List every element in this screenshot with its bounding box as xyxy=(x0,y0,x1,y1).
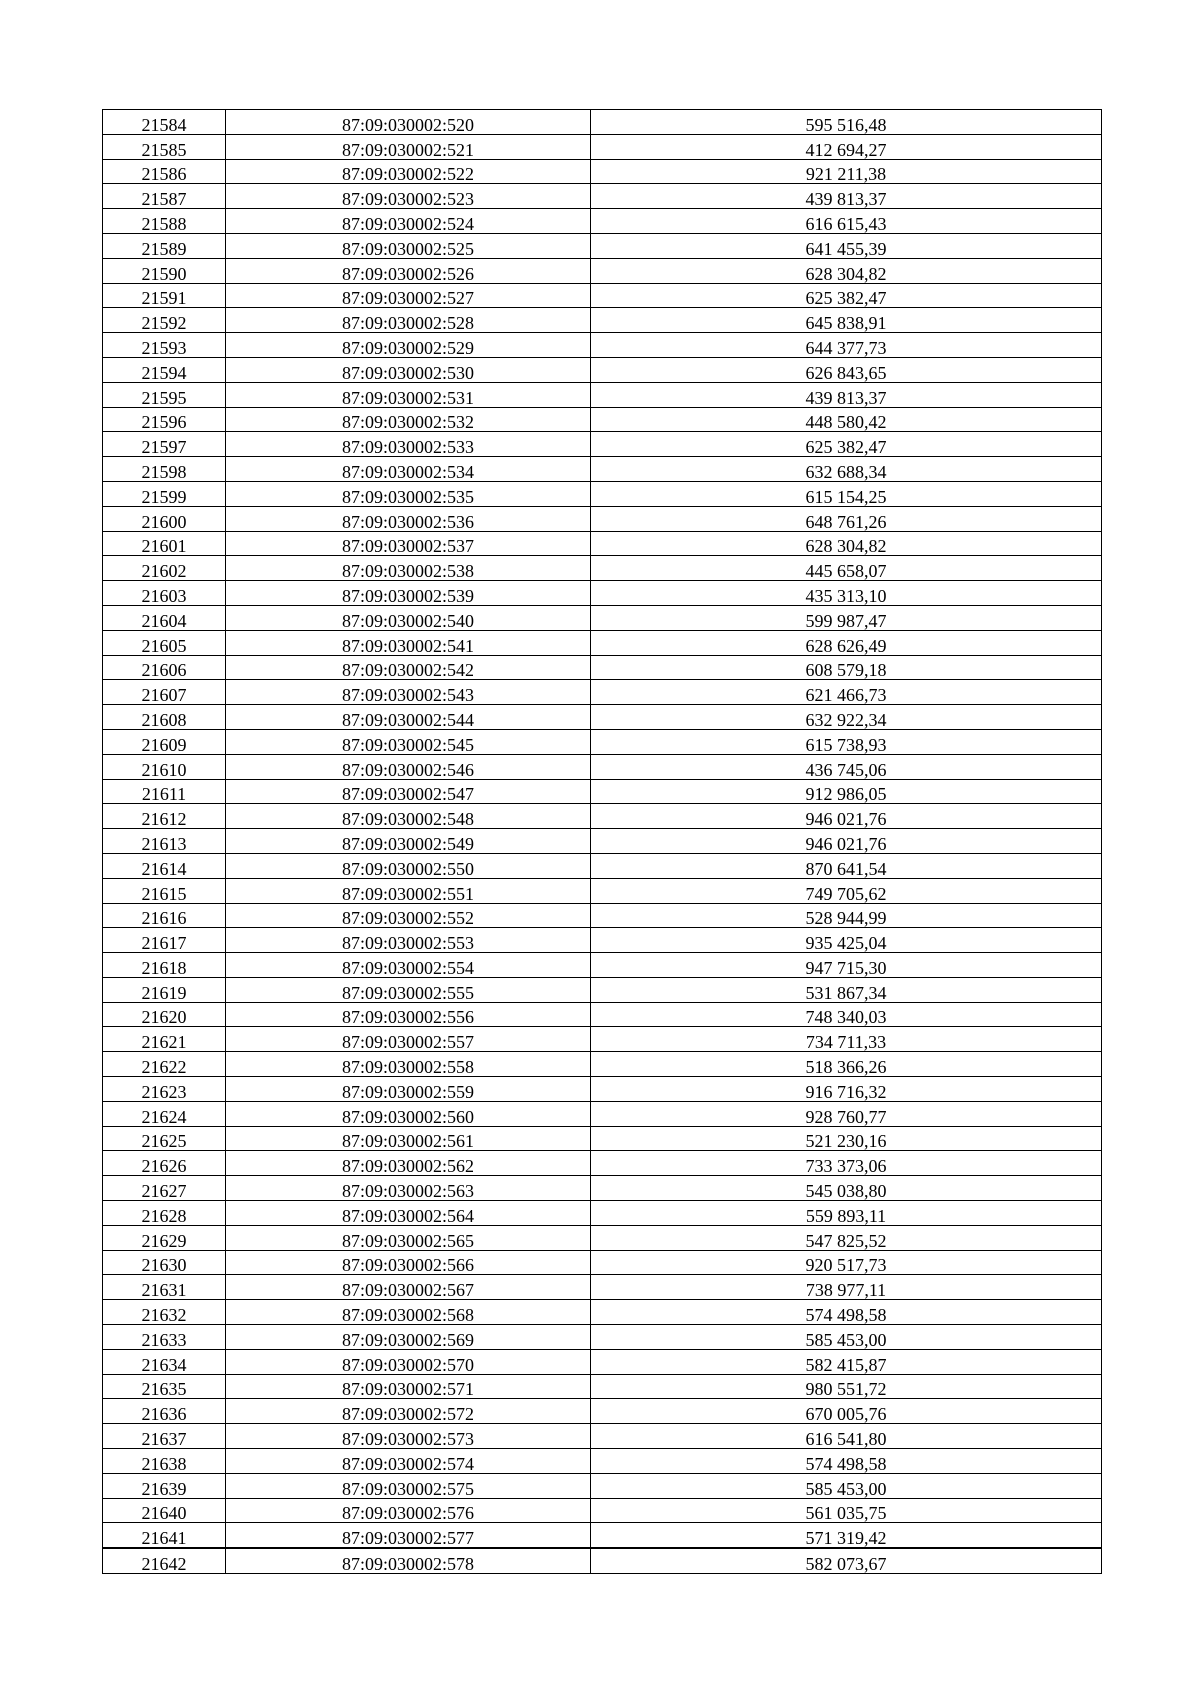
cadastral-value-cell: 531 867,34 xyxy=(591,977,1102,1002)
row-number-cell: 21600 xyxy=(103,506,226,531)
cadastral-number-cell: 87:09:030002:578 xyxy=(226,1548,591,1573)
row-number-cell: 21640 xyxy=(103,1498,226,1523)
cadastral-number-cell: 87:09:030002:522 xyxy=(226,159,591,184)
cadastral-value-cell: 445 658,07 xyxy=(591,556,1102,581)
cadastral-number-cell: 87:09:030002:569 xyxy=(226,1325,591,1350)
row-number-cell: 21612 xyxy=(103,804,226,829)
row-number-cell: 21622 xyxy=(103,1052,226,1077)
table-row xyxy=(103,333,1102,358)
row-number-cell: 21639 xyxy=(103,1473,226,1498)
cadastral-number-cell: 87:09:030002:558 xyxy=(226,1052,591,1077)
cadastral-value-cell: 928 760,77 xyxy=(591,1101,1102,1126)
cadastral-value-cell: 947 715,30 xyxy=(591,953,1102,978)
cadastral-number-cell: 87:09:030002:565 xyxy=(226,1225,591,1250)
row-number-cell: 21619 xyxy=(103,977,226,1002)
row-number-cell: 21632 xyxy=(103,1300,226,1325)
row-number-cell: 21617 xyxy=(103,928,226,953)
row-number-cell: 21616 xyxy=(103,903,226,928)
cadastral-value-cell: 920 517,73 xyxy=(591,1250,1102,1275)
row-number-cell: 21614 xyxy=(103,853,226,878)
cadastral-number-cell: 87:09:030002:538 xyxy=(226,556,591,581)
table-row xyxy=(103,1325,1102,1350)
table-row xyxy=(103,184,1102,209)
cadastral-value-cell: 412 694,27 xyxy=(591,134,1102,159)
row-number-cell: 21621 xyxy=(103,1027,226,1052)
table-row xyxy=(103,1300,1102,1325)
cadastral-value-cell: 912 986,05 xyxy=(591,779,1102,804)
table-body xyxy=(103,110,1102,1574)
row-number-cell: 21584 xyxy=(103,110,226,135)
cadastral-number-cell: 87:09:030002:550 xyxy=(226,853,591,878)
cadastral-number-cell: 87:09:030002:529 xyxy=(226,333,591,358)
cadastral-number-cell: 87:09:030002:563 xyxy=(226,1176,591,1201)
table-row xyxy=(103,977,1102,1002)
row-number-cell: 21608 xyxy=(103,705,226,730)
table-row xyxy=(103,382,1102,407)
cadastral-value-cell: 585 453,00 xyxy=(591,1473,1102,1498)
cadastral-value-cell: 547 825,52 xyxy=(591,1225,1102,1250)
cadastral-number-cell: 87:09:030002:571 xyxy=(226,1374,591,1399)
row-number-cell: 21633 xyxy=(103,1325,226,1350)
cadastral-value-cell: 574 498,58 xyxy=(591,1449,1102,1474)
cadastral-value-cell: 628 304,82 xyxy=(591,531,1102,556)
row-number-cell: 21634 xyxy=(103,1349,226,1374)
cadastral-value-cell: 608 579,18 xyxy=(591,655,1102,680)
cadastral-number-cell: 87:09:030002:577 xyxy=(226,1523,591,1548)
cadastral-number-cell: 87:09:030002:567 xyxy=(226,1275,591,1300)
table-row xyxy=(103,779,1102,804)
cadastral-number-cell: 87:09:030002:562 xyxy=(226,1151,591,1176)
cadastral-value-cell: 518 366,26 xyxy=(591,1052,1102,1077)
row-number-cell: 21598 xyxy=(103,457,226,482)
table-row xyxy=(103,1201,1102,1226)
cadastral-number-cell: 87:09:030002:574 xyxy=(226,1449,591,1474)
cadastral-number-cell: 87:09:030002:540 xyxy=(226,605,591,630)
row-number-cell: 21641 xyxy=(103,1523,226,1548)
cadastral-number-cell: 87:09:030002:531 xyxy=(226,382,591,407)
table-row xyxy=(103,159,1102,184)
row-number-cell: 21615 xyxy=(103,878,226,903)
row-number-cell: 21587 xyxy=(103,184,226,209)
cadastral-value-cell: 439 813,37 xyxy=(591,184,1102,209)
cadastral-value-cell: 625 382,47 xyxy=(591,432,1102,457)
cadastral-value-cell: 595 516,48 xyxy=(591,110,1102,135)
cadastral-value-cell: 628 304,82 xyxy=(591,258,1102,283)
cadastral-number-cell: 87:09:030002:544 xyxy=(226,705,591,730)
cadastral-number-cell: 87:09:030002:575 xyxy=(226,1473,591,1498)
table-row xyxy=(103,754,1102,779)
cadastral-number-cell: 87:09:030002:525 xyxy=(226,233,591,258)
table-row xyxy=(103,928,1102,953)
row-number-cell: 21597 xyxy=(103,432,226,457)
table-row xyxy=(103,1225,1102,1250)
cadastral-value-cell: 545 038,80 xyxy=(591,1176,1102,1201)
row-number-cell: 21593 xyxy=(103,333,226,358)
cadastral-value-table xyxy=(102,109,1102,1574)
table-row xyxy=(103,110,1102,135)
row-number-cell: 21642 xyxy=(103,1548,226,1573)
row-number-cell: 21586 xyxy=(103,159,226,184)
table-row xyxy=(103,804,1102,829)
cadastral-number-cell: 87:09:030002:530 xyxy=(226,357,591,382)
cadastral-number-cell: 87:09:030002:533 xyxy=(226,432,591,457)
row-number-cell: 21635 xyxy=(103,1374,226,1399)
row-number-cell: 21603 xyxy=(103,581,226,606)
row-number-cell: 21589 xyxy=(103,233,226,258)
cadastral-value-cell: 946 021,76 xyxy=(591,804,1102,829)
table-row xyxy=(103,1424,1102,1449)
cadastral-number-cell: 87:09:030002:532 xyxy=(226,407,591,432)
row-number-cell: 21626 xyxy=(103,1151,226,1176)
table-row xyxy=(103,1250,1102,1275)
row-number-cell: 21623 xyxy=(103,1077,226,1102)
cadastral-value-cell: 615 738,93 xyxy=(591,729,1102,754)
table-row xyxy=(103,1374,1102,1399)
row-number-cell: 21630 xyxy=(103,1250,226,1275)
table-row xyxy=(103,1275,1102,1300)
row-number-cell: 21613 xyxy=(103,829,226,854)
cadastral-number-cell: 87:09:030002:545 xyxy=(226,729,591,754)
table-row xyxy=(103,655,1102,680)
cadastral-number-cell: 87:09:030002:535 xyxy=(226,481,591,506)
row-number-cell: 21629 xyxy=(103,1225,226,1250)
row-number-cell: 21605 xyxy=(103,630,226,655)
cadastral-value-cell: 670 005,76 xyxy=(591,1399,1102,1424)
row-number-cell: 21637 xyxy=(103,1424,226,1449)
row-number-cell: 21609 xyxy=(103,729,226,754)
table-row xyxy=(103,258,1102,283)
cadastral-value-cell: 626 843,65 xyxy=(591,357,1102,382)
table-row xyxy=(103,233,1102,258)
cadastral-value-cell: 749 705,62 xyxy=(591,878,1102,903)
row-number-cell: 21607 xyxy=(103,680,226,705)
cadastral-value-cell: 559 893,11 xyxy=(591,1201,1102,1226)
cadastral-value-cell: 916 716,32 xyxy=(591,1077,1102,1102)
cadastral-value-cell: 582 073,67 xyxy=(591,1548,1102,1573)
table-row xyxy=(103,531,1102,556)
cadastral-number-cell: 87:09:030002:539 xyxy=(226,581,591,606)
cadastral-value-cell: 561 035,75 xyxy=(591,1498,1102,1523)
cadastral-value-cell: 599 987,47 xyxy=(591,605,1102,630)
row-number-cell: 21611 xyxy=(103,779,226,804)
row-number-cell: 21595 xyxy=(103,382,226,407)
cadastral-number-cell: 87:09:030002:547 xyxy=(226,779,591,804)
table-row xyxy=(103,457,1102,482)
row-number-cell: 21627 xyxy=(103,1176,226,1201)
table-row xyxy=(103,1399,1102,1424)
table-row xyxy=(103,1349,1102,1374)
row-number-cell: 21625 xyxy=(103,1126,226,1151)
cadastral-number-cell: 87:09:030002:536 xyxy=(226,506,591,531)
table-row xyxy=(103,506,1102,531)
row-number-cell: 21591 xyxy=(103,283,226,308)
table-row xyxy=(103,407,1102,432)
table-row xyxy=(103,878,1102,903)
table-row xyxy=(103,1176,1102,1201)
cadastral-number-cell: 87:09:030002:543 xyxy=(226,680,591,705)
cadastral-value-cell: 616 541,80 xyxy=(591,1424,1102,1449)
cadastral-number-cell: 87:09:030002:521 xyxy=(226,134,591,159)
cadastral-value-cell: 980 551,72 xyxy=(591,1374,1102,1399)
cadastral-value-cell: 439 813,37 xyxy=(591,382,1102,407)
cadastral-number-cell: 87:09:030002:573 xyxy=(226,1424,591,1449)
table-row xyxy=(103,283,1102,308)
row-number-cell: 21636 xyxy=(103,1399,226,1424)
cadastral-value-cell: 935 425,04 xyxy=(591,928,1102,953)
cadastral-number-cell: 87:09:030002:556 xyxy=(226,1002,591,1027)
table-row xyxy=(103,581,1102,606)
table-row xyxy=(103,1548,1102,1573)
cadastral-number-cell: 87:09:030002:557 xyxy=(226,1027,591,1052)
table-row xyxy=(103,1473,1102,1498)
cadastral-value-cell: 521 230,16 xyxy=(591,1126,1102,1151)
cadastral-number-cell: 87:09:030002:559 xyxy=(226,1077,591,1102)
cadastral-value-cell: 648 761,26 xyxy=(591,506,1102,531)
cadastral-number-cell: 87:09:030002:561 xyxy=(226,1126,591,1151)
cadastral-number-cell: 87:09:030002:549 xyxy=(226,829,591,854)
row-number-cell: 21604 xyxy=(103,605,226,630)
table-row xyxy=(103,953,1102,978)
cadastral-value-cell: 632 922,34 xyxy=(591,705,1102,730)
table-row xyxy=(103,705,1102,730)
row-number-cell: 21602 xyxy=(103,556,226,581)
cadastral-number-cell: 87:09:030002:541 xyxy=(226,630,591,655)
table-row xyxy=(103,134,1102,159)
table-row xyxy=(103,1523,1102,1548)
table-row xyxy=(103,1126,1102,1151)
cadastral-value-cell: 644 377,73 xyxy=(591,333,1102,358)
row-number-cell: 21601 xyxy=(103,531,226,556)
row-number-cell: 21594 xyxy=(103,357,226,382)
table-row xyxy=(103,1052,1102,1077)
cadastral-number-cell: 87:09:030002:546 xyxy=(226,754,591,779)
table-row xyxy=(103,1151,1102,1176)
cadastral-number-cell: 87:09:030002:548 xyxy=(226,804,591,829)
table-row xyxy=(103,209,1102,234)
cadastral-value-cell: 870 641,54 xyxy=(591,853,1102,878)
row-number-cell: 21628 xyxy=(103,1201,226,1226)
row-number-cell: 21588 xyxy=(103,209,226,234)
row-number-cell: 21610 xyxy=(103,754,226,779)
cadastral-value-cell: 616 615,43 xyxy=(591,209,1102,234)
cadastral-number-cell: 87:09:030002:542 xyxy=(226,655,591,680)
cadastral-value-cell: 738 977,11 xyxy=(591,1275,1102,1300)
cadastral-number-cell: 87:09:030002:528 xyxy=(226,308,591,333)
table-row xyxy=(103,680,1102,705)
row-number-cell: 21599 xyxy=(103,481,226,506)
cadastral-number-cell: 87:09:030002:534 xyxy=(226,457,591,482)
table-row xyxy=(103,729,1102,754)
cadastral-value-cell: 585 453,00 xyxy=(591,1325,1102,1350)
row-number-cell: 21620 xyxy=(103,1002,226,1027)
cadastral-number-cell: 87:09:030002:555 xyxy=(226,977,591,1002)
cadastral-value-cell: 641 455,39 xyxy=(591,233,1102,258)
cadastral-value-cell: 632 688,34 xyxy=(591,457,1102,482)
cadastral-number-cell: 87:09:030002:564 xyxy=(226,1201,591,1226)
table-row xyxy=(103,630,1102,655)
table-row xyxy=(103,1077,1102,1102)
row-number-cell: 21592 xyxy=(103,308,226,333)
cadastral-number-cell: 87:09:030002:524 xyxy=(226,209,591,234)
row-number-cell: 21606 xyxy=(103,655,226,680)
table-row xyxy=(103,432,1102,457)
cadastral-number-cell: 87:09:030002:552 xyxy=(226,903,591,928)
cadastral-number-cell: 87:09:030002:554 xyxy=(226,953,591,978)
row-number-cell: 21618 xyxy=(103,953,226,978)
cadastral-value-cell: 436 745,06 xyxy=(591,754,1102,779)
cadastral-number-cell: 87:09:030002:568 xyxy=(226,1300,591,1325)
row-number-cell: 21596 xyxy=(103,407,226,432)
cadastral-number-cell: 87:09:030002:570 xyxy=(226,1349,591,1374)
cadastral-value-cell: 748 340,03 xyxy=(591,1002,1102,1027)
cadastral-number-cell: 87:09:030002:520 xyxy=(226,110,591,135)
cadastral-value-cell: 628 626,49 xyxy=(591,630,1102,655)
cadastral-number-cell: 87:09:030002:560 xyxy=(226,1101,591,1126)
cadastral-number-cell: 87:09:030002:551 xyxy=(226,878,591,903)
row-number-cell: 21585 xyxy=(103,134,226,159)
cadastral-value-cell: 734 711,33 xyxy=(591,1027,1102,1052)
table-row xyxy=(103,308,1102,333)
row-number-cell: 21624 xyxy=(103,1101,226,1126)
cadastral-number-cell: 87:09:030002:566 xyxy=(226,1250,591,1275)
table-row xyxy=(103,903,1102,928)
table-row xyxy=(103,853,1102,878)
cadastral-number-cell: 87:09:030002:572 xyxy=(226,1399,591,1424)
row-number-cell: 21590 xyxy=(103,258,226,283)
table-row xyxy=(103,481,1102,506)
table-row xyxy=(103,829,1102,854)
row-number-cell: 21638 xyxy=(103,1449,226,1474)
cadastral-value-cell: 946 021,76 xyxy=(591,829,1102,854)
table-row xyxy=(103,605,1102,630)
cadastral-number-cell: 87:09:030002:553 xyxy=(226,928,591,953)
cadastral-number-cell: 87:09:030002:523 xyxy=(226,184,591,209)
cadastral-number-cell: 87:09:030002:537 xyxy=(226,531,591,556)
table-row xyxy=(103,1027,1102,1052)
table-row xyxy=(103,357,1102,382)
cadastral-value-cell: 574 498,58 xyxy=(591,1300,1102,1325)
table-row xyxy=(103,556,1102,581)
cadastral-value-cell: 645 838,91 xyxy=(591,308,1102,333)
cadastral-value-cell: 921 211,38 xyxy=(591,159,1102,184)
table-row xyxy=(103,1101,1102,1126)
cadastral-value-cell: 621 466,73 xyxy=(591,680,1102,705)
table-row xyxy=(103,1449,1102,1474)
cadastral-value-cell: 582 415,87 xyxy=(591,1349,1102,1374)
cadastral-value-cell: 615 154,25 xyxy=(591,481,1102,506)
cadastral-value-cell: 733 373,06 xyxy=(591,1151,1102,1176)
row-number-cell: 21631 xyxy=(103,1275,226,1300)
cadastral-value-cell: 625 382,47 xyxy=(591,283,1102,308)
table-row xyxy=(103,1002,1102,1027)
cadastral-number-cell: 87:09:030002:576 xyxy=(226,1498,591,1523)
cadastral-value-cell: 571 319,42 xyxy=(591,1523,1102,1548)
cadastral-value-cell: 435 313,10 xyxy=(591,581,1102,606)
table-row xyxy=(103,1498,1102,1523)
cadastral-value-cell: 448 580,42 xyxy=(591,407,1102,432)
cadastral-value-cell: 528 944,99 xyxy=(591,903,1102,928)
cadastral-number-cell: 87:09:030002:527 xyxy=(226,283,591,308)
cadastral-number-cell: 87:09:030002:526 xyxy=(226,258,591,283)
